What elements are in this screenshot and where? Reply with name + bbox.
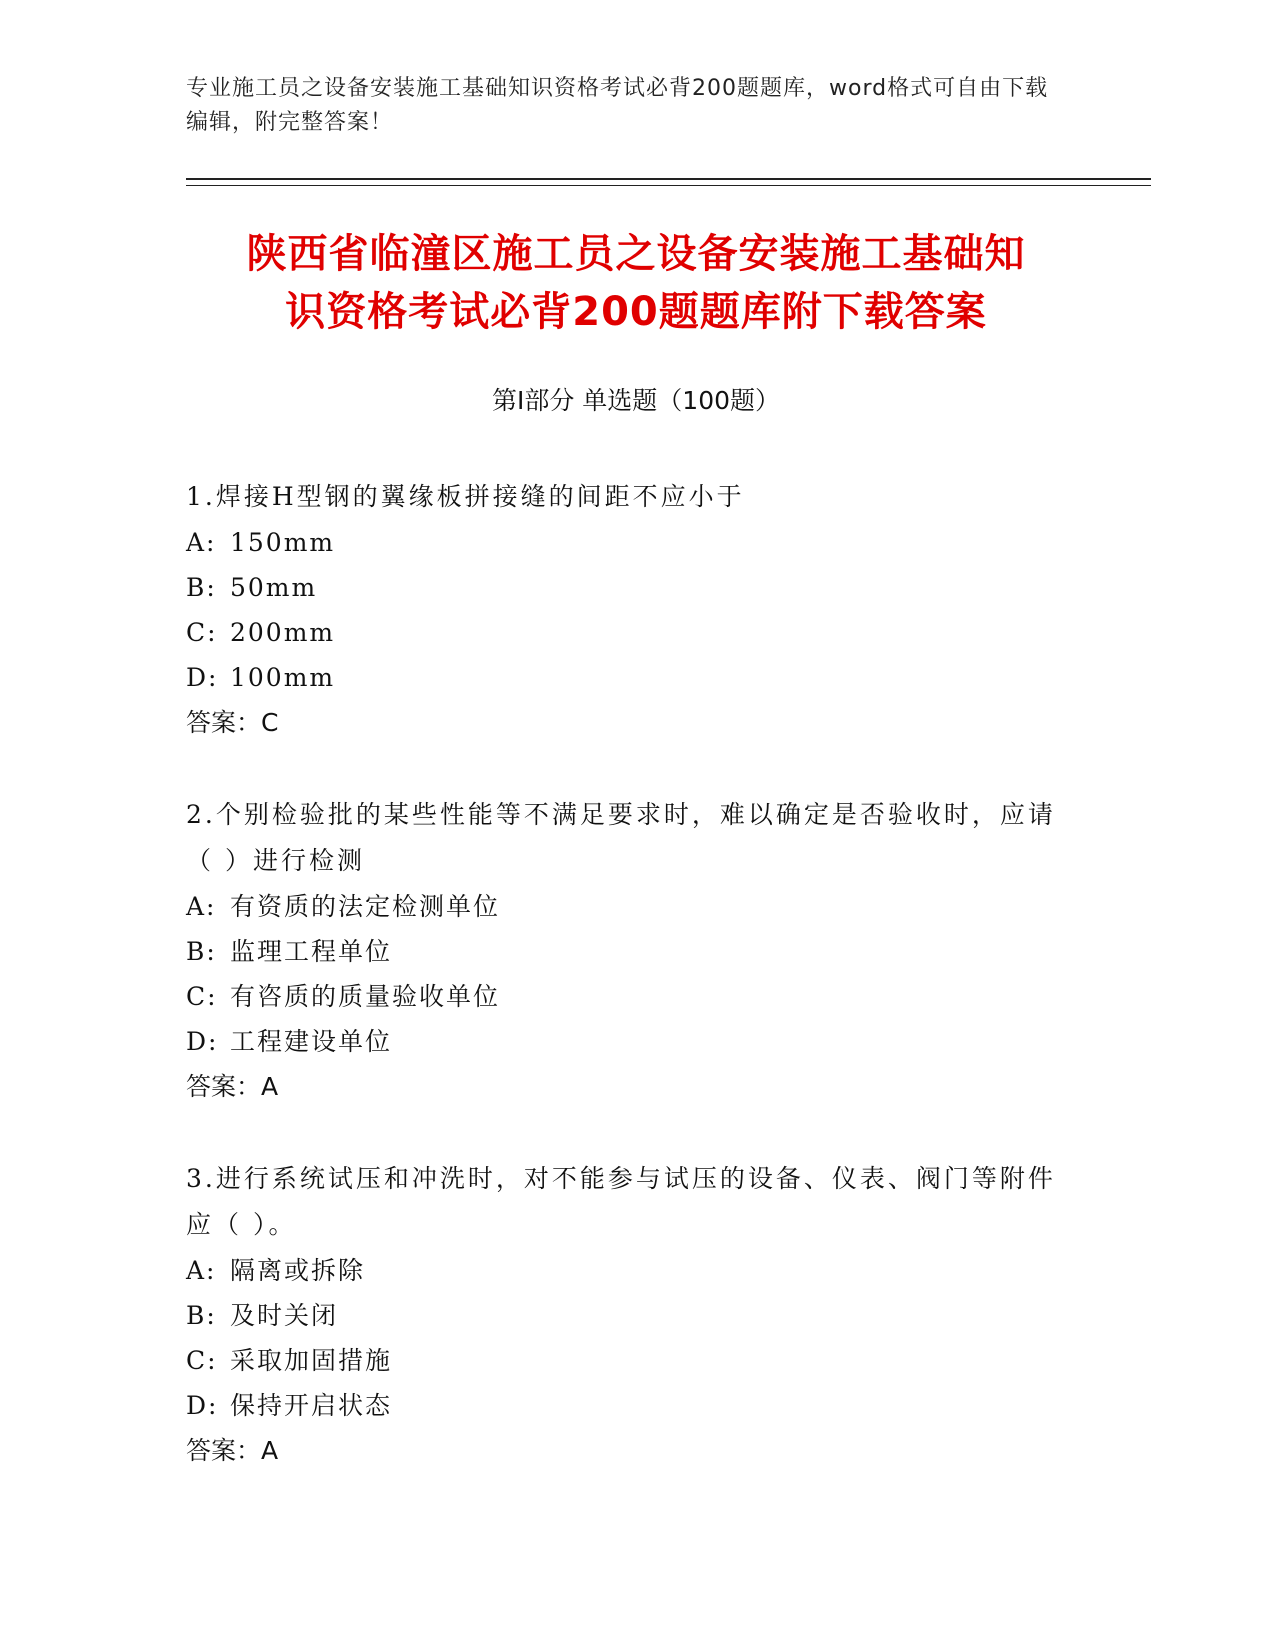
question-list: [186, 474, 1066, 1520]
option-text: 监理工程单位: [230, 937, 393, 966]
option-key: D:: [186, 663, 219, 692]
option-key: D:: [186, 1391, 219, 1420]
option-key: C:: [186, 1346, 218, 1375]
option-text: 采取加固措施: [230, 1346, 393, 1375]
document-title-line-1: 陕西省临潼区施工员之设备安装施工基础知: [246, 231, 1026, 277]
option-key: B:: [186, 573, 217, 602]
option-text: 及时关闭: [230, 1301, 339, 1330]
question-stem: 3.进行系统试压和冲洗时，对不能参与试压的设备、仪表、阀门等附件应（ ）。: [186, 1164, 1056, 1239]
header-note: 专业施工员之设备安装施工基础知识资格考试必背200题题库，word格式可自由下载编辑，附完整答案！: [186, 76, 1049, 135]
option-a: [186, 520, 1066, 565]
option-key: B:: [186, 1301, 217, 1330]
option-d: [186, 1019, 1066, 1064]
option-text: 有咨质的质量验收单位: [230, 982, 501, 1011]
option-d: [186, 655, 1066, 700]
question-stem: 2.个别检验批的某些性能等不满足要求时，难以确定是否验收时，应请（ ）进行检测: [186, 800, 1056, 875]
option-text: 有资质的法定检测单位: [230, 892, 501, 921]
document-title-line-2: 识资格考试必背200题题库附下载答案: [285, 289, 987, 335]
option-d: [186, 1383, 1066, 1428]
option-key: A:: [186, 528, 217, 557]
option-text: 50mm: [230, 573, 318, 602]
option-b: [186, 1293, 1066, 1338]
document-title: [186, 225, 1086, 341]
option-text: 100mm: [230, 663, 336, 692]
option-key: C:: [186, 618, 218, 647]
option-b: [186, 565, 1066, 610]
option-c: [186, 610, 1066, 655]
option-a: [186, 1248, 1066, 1293]
question-2: [186, 792, 1066, 1110]
option-text: 工程建设单位: [230, 1027, 393, 1056]
option-text: 保持开启状态: [230, 1391, 393, 1420]
option-key: C:: [186, 982, 218, 1011]
option-key: A:: [186, 1256, 217, 1285]
option-b: [186, 929, 1066, 974]
answer-label: 答案：C: [186, 708, 279, 737]
option-c: [186, 1338, 1066, 1383]
question-3: [186, 1156, 1066, 1474]
question-stem: 1.焊接H型钢的翼缘板拼接缝的间距不应小于: [186, 482, 745, 511]
option-c: [186, 974, 1066, 1019]
option-key: D:: [186, 1027, 219, 1056]
header-divider: [186, 178, 1151, 186]
option-text: 200mm: [230, 618, 336, 647]
answer-label: 答案：A: [186, 1072, 279, 1101]
option-text: 150mm: [230, 528, 336, 557]
option-a: [186, 884, 1066, 929]
question-1: [186, 474, 1066, 746]
section-title: 第Ⅰ部分 单选题（100题）: [491, 386, 781, 415]
option-text: 隔离或拆除: [230, 1256, 366, 1285]
answer-label: 答案：A: [186, 1436, 279, 1465]
option-key: B:: [186, 937, 217, 966]
option-key: A:: [186, 892, 217, 921]
